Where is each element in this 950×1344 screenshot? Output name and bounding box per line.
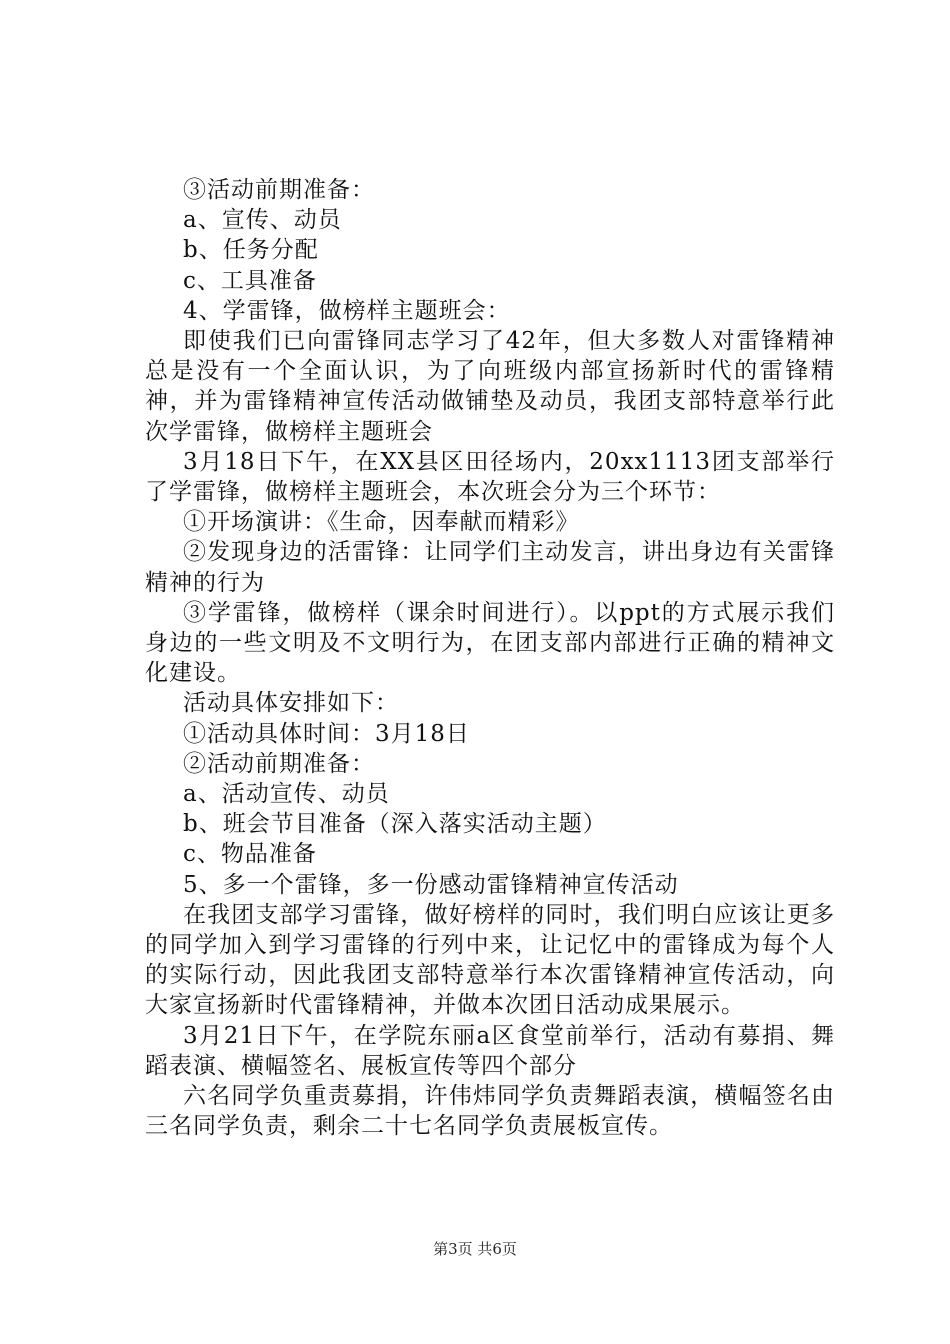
- paragraph: ①开场演讲：《生命，因奉献而精彩》: [183, 509, 580, 536]
- section-heading: 5、多一个雷锋，多一份感动雷锋精神宣传活动: [183, 871, 679, 898]
- paragraph: ②发现身边的活雷锋：让同学们主动发言，讲出身边有关雷锋精神的行为: [145, 539, 835, 596]
- paragraph: 即使我们已向雷锋同志学习了42年，但大多数人对雷锋精神总是没有一个全面认识，为了向班级内部宣扬新时代的雷锋精神，并为雷锋精神宣传活动做铺垫及动员，我团支部特意举行此次学雷锋，做榜样主题班会: [145, 328, 835, 445]
- paragraph: 活动具体安排如下：: [183, 690, 399, 717]
- paragraph: a、宣传、动员: [183, 207, 342, 234]
- paragraph: c、物品准备: [183, 841, 317, 868]
- page-footer: 第3页 共6页: [433, 1240, 517, 1258]
- paragraph: ③活动前期准备：: [183, 177, 375, 203]
- paragraph: a、活动宣传、动员: [183, 781, 390, 808]
- paragraph: 3月18日下午，在XX县区田径场内，20xx1113团支部举行了学雷锋，做榜样主题班会，本次班会分为三个环节：: [145, 448, 835, 506]
- paragraph: c、工具准备: [183, 267, 317, 294]
- paragraph: ①活动具体时间：3月18日: [183, 720, 470, 747]
- section-heading: 4、学雷锋，做榜样主题班会：: [183, 297, 511, 324]
- paragraph: 在我团支部学习雷锋，做好榜样的同时，我们明白应该让更多的同学加入到学习雷锋的行列中来，让记忆中的雷锋成为每个人的实际行动，因此我团支部特意举行本次雷锋精神宣传活动，向大家宣扬新时代雷锋精神，并做本次团日活动成果展示。: [145, 901, 835, 1019]
- paragraph: ③学雷锋，做榜样（课余时间进行）。以ppt的方式展示我们身边的一些文明及不文明行为，在团支部内部进行正确的精神文化建设。: [145, 599, 835, 687]
- body-text: [145, 175, 835, 1142]
- paragraph: b、班会节目准备（深入落实活动主题）: [183, 811, 607, 838]
- paragraph: 六名同学负重责募捐，许伟炜同学负责舞蹈表演，横幅签名由三名同学负责，剩余二十七名同学负责展板宣传。: [145, 1083, 835, 1140]
- paragraph: ②活动前期准备：: [183, 750, 375, 777]
- paragraph: 3月21日下午，在学院东丽a区食堂前举行，活动有募捐、舞蹈表演、横幅签名、展板宣传等四个部分: [145, 1022, 835, 1079]
- paragraph: b、任务分配: [183, 237, 319, 264]
